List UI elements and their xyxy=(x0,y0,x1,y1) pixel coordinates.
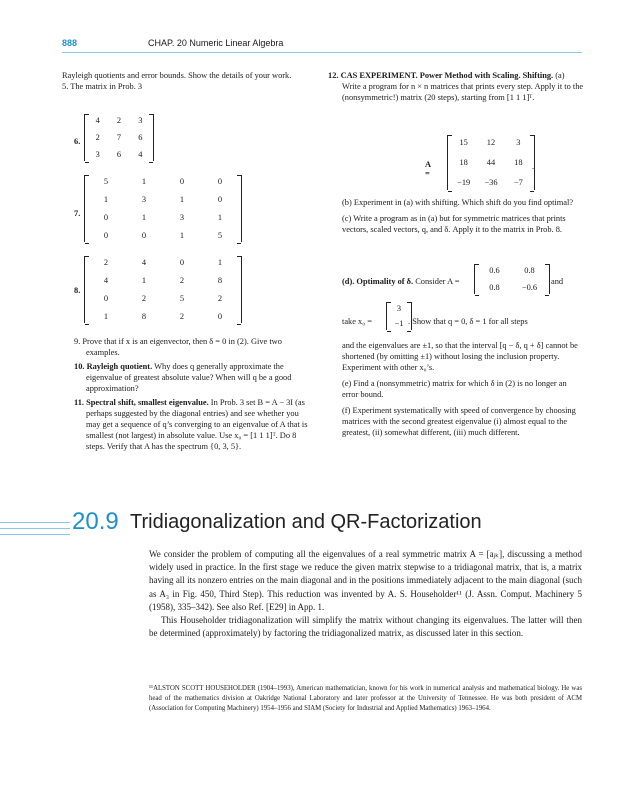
matrix-7-cell: 0 xyxy=(141,231,147,240)
page-header xyxy=(62,38,582,52)
matrix-A-cell: 44 xyxy=(486,158,496,167)
and-text: and xyxy=(551,277,564,286)
matrix-6-cell: 4 xyxy=(138,150,143,159)
matrix-7-label: 7. xyxy=(74,209,81,218)
matrix-7-cell: 1 xyxy=(103,195,109,204)
matrix-7-cell: 0 xyxy=(217,195,223,204)
section-rule-2 xyxy=(0,528,70,529)
matrix-8-cell: 1 xyxy=(141,276,147,285)
section-body xyxy=(149,548,582,640)
matrix-7-cell: 1 xyxy=(179,231,185,240)
problem-9: 9. Prove that if x is an eigenvector, then δ = 0 in (2). Give two examples. xyxy=(74,337,282,357)
matrix-8-cell: 8 xyxy=(141,312,147,321)
section-title: Tridiagonalization and QR-Factorization xyxy=(130,511,482,533)
vector-x0-cell: 3 xyxy=(396,304,402,313)
take-text: take x₀ = xyxy=(342,317,372,326)
problem-12d-pre: Consider A = xyxy=(413,277,460,286)
problem-12c: (c) Write a program as in (a) but for symmetric matrices that prints vectors, scaled vectors, q, and δ. Apply it to the matrix in Prob. 8. xyxy=(342,214,566,234)
matrix-6-cell: 4 xyxy=(95,116,100,125)
problem-5: 5. The matrix in Prob. 3 xyxy=(62,82,143,91)
matrix-D-cell: −0.6 xyxy=(521,283,538,292)
matrix-7-cell: 0 xyxy=(217,177,223,186)
matrix-D-cell: 0.8 xyxy=(489,283,500,292)
problem-12e: (e) Find a (nonsymmetric) matrix for which δ in (2) is no longer an error bound. xyxy=(342,379,567,399)
matrix-8-cell: 0 xyxy=(217,312,223,321)
problem-11-title: 11. Spectral shift, smallest eigenvalue. xyxy=(74,398,209,407)
header-rule xyxy=(62,52,582,53)
matrix-7-cell: 5 xyxy=(217,231,223,240)
matrix-8-cell: 4 xyxy=(141,258,147,267)
right-column-lower xyxy=(328,340,584,438)
matrix-D-cell: 0.6 xyxy=(489,266,500,275)
problem-10-text: Why does q generally approximate the eigenvalue of greatest absolute value? When will q be a good approximation? xyxy=(86,362,292,393)
matrix-D-cell: 0.8 xyxy=(524,266,535,275)
section-paragraph-1: We consider the problem of computing all the eigenvalues of a real symmetric matrix A = [aⱼₖ], discussing a method widely used in practice. In the first stage we reduce the given matrix stepwise to a tridiagonal matrix, that is, a matrix having all its nonzero entries on the main diagonal and in the positions immediately adjacent to the main diagonal (such as A₃ in Fig. 450, Third Step). This reduction was invented by A. S. Householder¹¹ (J. Assn. Comput. Machinery 5 (1958), 335–342). See also Ref. [E29] in App. 1. xyxy=(149,549,582,612)
matrix-7-cell: 0 xyxy=(179,177,185,186)
matrix-7-cell: 3 xyxy=(179,213,185,222)
matrix-6-cell: 6 xyxy=(138,133,143,142)
matrix-6-cell: 6 xyxy=(116,150,122,159)
matrix-8-cell: 2 xyxy=(141,294,147,303)
left-column-lower xyxy=(62,336,312,455)
problem-10-title: 10. Rayleigh quotient. xyxy=(74,362,153,371)
matrix-7-cell: 1 xyxy=(141,213,147,222)
matrix-8-cell: 5 xyxy=(179,294,185,303)
problem-11 xyxy=(62,397,312,452)
matrix-7-cell: 3 xyxy=(141,195,147,204)
matrix-7-cell: 0 xyxy=(103,213,109,222)
matrix-7-cell: 1 xyxy=(217,213,223,222)
matrix-8-cell: 4 xyxy=(103,276,109,285)
matrix-8-cell: 2 xyxy=(217,294,223,303)
matrix-A-cell: 15 xyxy=(459,138,468,147)
problem-12-title: 12. CAS EXPERIMENT. Power Method with Scaling. Shifting. xyxy=(328,71,554,80)
matrix-8-cell: 1 xyxy=(103,312,109,321)
show-text: . Show that q = 0, δ = 1 for all steps xyxy=(408,317,528,326)
matrix-8-cell: 1 xyxy=(217,258,223,267)
footnote: ¹¹ALSTON SCOTT HOUSEHOLDER (1904–1993), American mathematician, known for his work in numerical analysis and mathematical biology. He was head of the mathematics division at Oakridge National Laboratory and later professor at the University of Tennessee. He was both president of ACM (Association for Computing Machinery) 1954–1956 and SIAM (Society for Industrial and Applied Mathematics) 1963–1964. xyxy=(149,685,582,713)
matrix-8-cell: 8 xyxy=(217,276,223,285)
left-column xyxy=(62,70,312,95)
problem-12a xyxy=(328,70,584,103)
matrix-A-label: A = xyxy=(425,160,431,178)
problem-10 xyxy=(62,361,312,394)
problem-12b: (b) Experiment in (a) with shifting. Which shift do you find optimal? xyxy=(342,198,574,207)
matrix-6-cell: 7 xyxy=(116,133,122,142)
intro-text: Rayleigh quotients and error bounds. Show the details of your work. xyxy=(62,71,292,80)
matrix-A-cell: −7 xyxy=(513,178,523,187)
matrix-7-cell: 5 xyxy=(103,177,109,186)
section-rule xyxy=(0,522,70,523)
matrix-8-cell: 2 xyxy=(103,258,109,267)
right-column-b xyxy=(328,197,584,235)
matrix-8-cell: 0 xyxy=(103,294,109,303)
matrix-6-label: 6. xyxy=(74,137,81,146)
matrix-8-cell: 2 xyxy=(179,276,185,285)
matrix-8-label: 8. xyxy=(74,286,81,295)
vector-x0-cell: −1 xyxy=(394,319,404,328)
matrix-7-cell: 0 xyxy=(103,231,109,240)
section-number: 20.9 xyxy=(72,508,119,535)
matrix-8-cell: 0 xyxy=(179,258,185,267)
problem-12a-text: (a) Write a program for n × n matrices that prints every step. Apply it to the (nonsymmetric!) matrix (20 steps), starting from [1 1 1]ᵀ. xyxy=(342,71,584,102)
matrix-A-cell: −19 xyxy=(457,178,471,187)
problem-12f: (f) Experiment systematically with speed of convergence by choosing matrices with the second greatest eigenvalue (i) almost equal to the greatest, (ii) somewhat different, (iii) much different. xyxy=(342,406,576,437)
matrix-6-cell: 3 xyxy=(138,116,143,125)
right-column xyxy=(328,70,584,106)
matrix-6-cell: 2 xyxy=(95,133,100,142)
problem-12d-title: (d). Optimality of δ. xyxy=(342,277,414,286)
problem-12d-rest: and the eigenvalues are ±1, so that the interval [q − δ, q + δ] cannot be shortened (by omitting ±1) without losing the inclusion property. Experiment with other x₀’s. xyxy=(342,341,578,372)
matrix-7-cell: 1 xyxy=(141,177,147,186)
matrix-A-cell: 3 xyxy=(516,138,521,147)
matrix-A-cell: 18 xyxy=(514,158,523,167)
section-paragraph-2: This Householder tridiagonalization will simplify the matrix without changing its eigenvalues. The latter will then be determined (approximately) by factoring the tridiagonalized matrix, as discussed later in this section. xyxy=(149,615,582,639)
matrix-7-cell: 1 xyxy=(179,195,185,204)
matrix-6-cell: 2 xyxy=(116,116,122,125)
matrix-6-cell: 3 xyxy=(95,150,100,159)
matrix-A-cell: 18 xyxy=(459,158,468,167)
matrix-A-cell: −36 xyxy=(484,178,498,187)
matrix-8-cell: 2 xyxy=(179,312,185,321)
section-rule-3 xyxy=(0,534,70,535)
page-number: 888 xyxy=(62,38,78,48)
chapter-title: CHAP. 20 Numeric Linear Algebra xyxy=(148,38,284,48)
matrix-A-cell: 12 xyxy=(486,138,496,147)
problem-11-text: In Prob. 3 set B = A − 3I (as perhaps suggested by the diagonal entries) and see whether you may get a sequence of q’s converging to an eigenvalue of A that is smallest (not largest) in absolute value. Use x₀ = [1 1 1]ᵀ. Do 8 steps. Verify that A has the spectrum {0, 3, 5}. xyxy=(86,398,308,451)
